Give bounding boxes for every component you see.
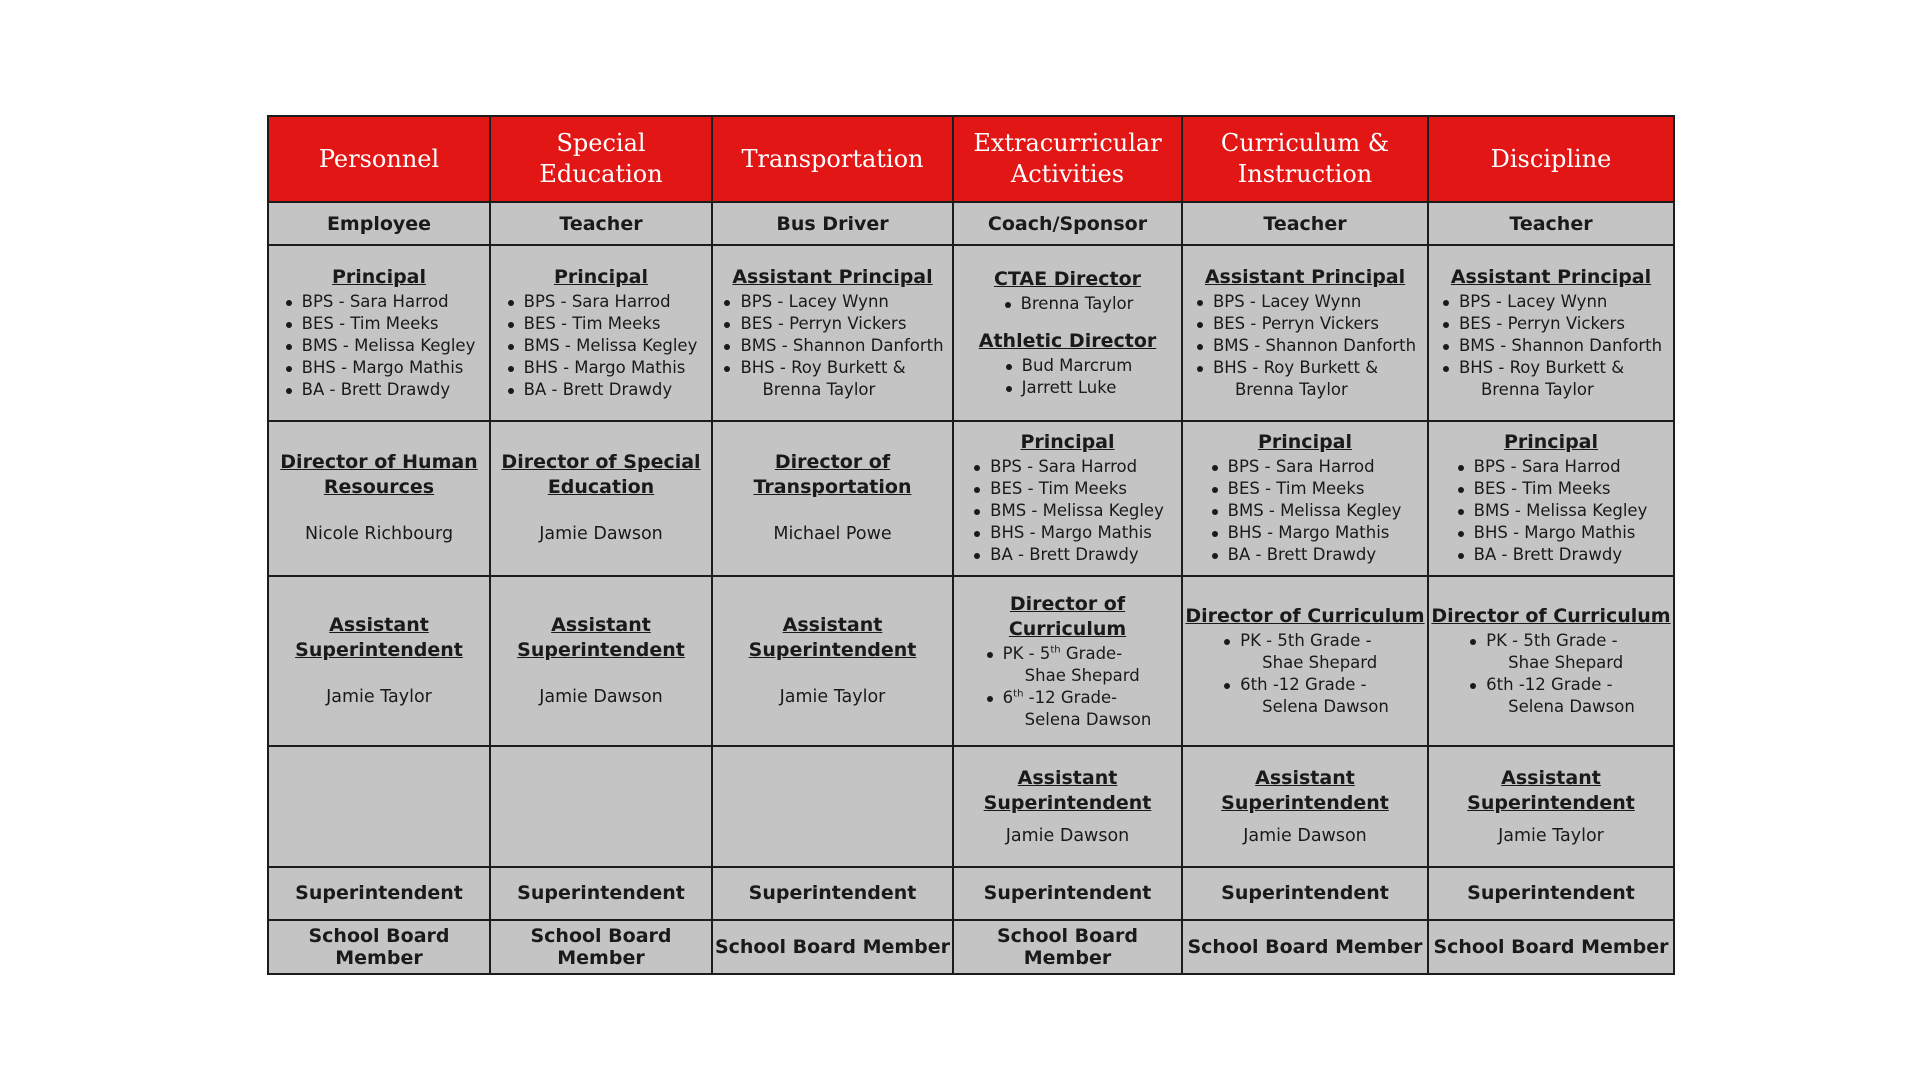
school-board-cell: School Board Member	[490, 920, 712, 974]
list-item-text: PK - 5	[1002, 643, 1051, 663]
list-item	[1209, 500, 1402, 522]
list-item	[971, 500, 1164, 522]
list-item-text: BMS - Shannon Danforth	[1458, 335, 1663, 355]
list-item	[505, 335, 698, 357]
level-2-row	[268, 421, 1674, 576]
list-item-text: BPS - Sara Harrod	[1227, 457, 1375, 477]
role-title: Assistant Superintendent	[1467, 766, 1635, 814]
role-title: Assistant Principal	[732, 265, 933, 288]
level-3-cell	[268, 576, 490, 746]
school-board-row	[268, 920, 1674, 974]
person-name: Jamie Taylor	[326, 687, 432, 708]
list-item-continuation: Shae Shepard	[1024, 665, 1140, 685]
first-contact-cell: Bus Driver	[712, 202, 953, 245]
category-header-row	[268, 116, 1674, 202]
category-header: Curriculum & Instruction	[1182, 116, 1428, 202]
role-section	[491, 450, 711, 546]
list-item-continuation: Shae Shepard	[1508, 653, 1624, 673]
list-item	[984, 687, 1152, 731]
role-title: Principal	[331, 265, 427, 288]
school-board-cell: School Board Member	[953, 920, 1182, 974]
list-item-text: BHS - Margo Mathis	[990, 523, 1152, 543]
role-section	[269, 450, 489, 546]
list-item-text: BPS - Lacey Wynn	[1212, 291, 1362, 311]
level-4-cell	[712, 746, 953, 866]
list-item	[1455, 522, 1648, 544]
person-name: Jamie Taylor	[779, 687, 886, 708]
superintendent-row	[268, 867, 1674, 920]
list-item	[505, 379, 698, 401]
role-title: Assistant Principal	[1204, 265, 1406, 288]
list-item	[1209, 456, 1402, 478]
level-1-cell	[490, 245, 712, 420]
ordinal-suffix: th	[1013, 688, 1024, 700]
role-section	[1183, 604, 1427, 718]
list-item	[721, 335, 943, 357]
list-item-text: BHS - Margo Mathis	[1473, 523, 1636, 543]
ordinal-suffix: th	[1050, 644, 1061, 656]
person-list	[1194, 291, 1416, 401]
role-title: Athletic Director	[978, 329, 1157, 352]
person-list	[1467, 630, 1635, 718]
person-list	[971, 456, 1164, 566]
first-contact-row	[268, 202, 1674, 245]
list-item-text: BMS - Melissa Kegley	[301, 335, 476, 355]
list-item-text: BMS - Melissa Kegley	[1473, 501, 1648, 521]
list-item-text: Brenna Taylor	[1020, 293, 1134, 313]
list-item	[505, 357, 698, 379]
list-item-text: BA - Brett Drawdy	[1227, 545, 1377, 565]
first-contact-cell: Coach/Sponsor	[953, 202, 1182, 245]
level-3-row	[268, 576, 1674, 746]
list-item	[1467, 674, 1635, 718]
role-section	[954, 766, 1181, 848]
level-2-cell	[268, 421, 490, 576]
list-item-text: BMS - Melissa Kegley	[523, 335, 698, 355]
role-title: Director of Transportation	[753, 451, 912, 499]
role-section	[491, 265, 711, 401]
list-item-text: BA - Brett Drawdy	[990, 545, 1139, 565]
list-item-continuation: Brenna Taylor	[762, 379, 876, 399]
list-item	[1467, 630, 1635, 674]
level-2-cell	[1182, 421, 1428, 576]
list-item-continuation: Selena Dawson	[1262, 697, 1389, 717]
list-item	[1209, 522, 1402, 544]
list-item-text: BHS - Roy Burkett &	[1212, 357, 1379, 377]
role-section	[1429, 604, 1673, 718]
school-board-cell: School Board Member	[1428, 920, 1674, 974]
person-list	[1003, 355, 1133, 399]
level-4-row	[268, 746, 1674, 866]
list-item	[1194, 313, 1416, 335]
list-item-text: BHS - Roy Burkett &	[1458, 357, 1625, 377]
list-item-text: Jarrett Luke	[1021, 377, 1117, 397]
role-section	[1429, 265, 1673, 401]
list-item	[1194, 357, 1416, 401]
person-list	[1455, 456, 1648, 566]
role-title: Assistant Superintendent	[517, 614, 685, 662]
list-item-text: BMS - Shannon Danforth	[740, 335, 944, 355]
person-list	[721, 291, 943, 401]
list-item-text-tail: -12 Grade-	[1023, 687, 1118, 707]
level-1-cell	[712, 245, 953, 420]
school-board-cell: School Board Member	[712, 920, 953, 974]
list-item	[505, 291, 698, 313]
list-item	[1440, 313, 1662, 335]
role-title: Director of Special Education	[501, 451, 701, 499]
list-item-text: BHS - Margo Mathis	[523, 357, 686, 377]
first-contact-cell: Teacher	[1182, 202, 1428, 245]
list-item-text-tail: Grade-	[1060, 643, 1123, 663]
list-item	[1003, 377, 1133, 399]
person-list	[1209, 456, 1402, 566]
superintendent-cell: Superintendent	[1428, 867, 1674, 920]
list-item-text: BPS - Lacey Wynn	[1458, 291, 1608, 311]
list-item-text: BPS - Lacey Wynn	[740, 291, 889, 311]
role-section	[269, 613, 489, 709]
category-header: Special Education	[490, 116, 712, 202]
role-title: Assistant Superintendent	[1221, 766, 1389, 814]
level-2-cell	[953, 421, 1182, 576]
level-2-cell	[1428, 421, 1674, 576]
list-item	[971, 544, 1164, 566]
list-item-text: BMS - Melissa Kegley	[1227, 501, 1402, 521]
list-item-text: BPS - Sara Harrod	[523, 291, 671, 311]
person-name: Jamie Dawson	[539, 687, 663, 708]
first-contact-cell: Teacher	[1428, 202, 1674, 245]
list-item	[1440, 357, 1662, 401]
superintendent-cell: Superintendent	[268, 867, 490, 920]
level-1-cell	[1182, 245, 1428, 420]
list-item	[971, 522, 1164, 544]
role-section	[954, 592, 1181, 731]
list-item-text: PK - 5th Grade -	[1486, 631, 1618, 651]
list-item-text: BA - Brett Drawdy	[523, 379, 673, 399]
person-list	[1002, 293, 1134, 315]
list-item	[984, 643, 1152, 687]
role-title: Director of Curriculum	[1008, 592, 1127, 640]
person-name: Jamie Dawson	[1005, 825, 1130, 846]
category-header: Discipline	[1428, 116, 1674, 202]
list-item-text: BES - Tim Meeks	[523, 313, 661, 333]
level-4-cell	[1428, 746, 1674, 866]
category-header: Personnel	[268, 116, 490, 202]
role-section	[1183, 766, 1427, 848]
person-name: Michael Powe	[773, 524, 892, 545]
role-title: Assistant Superintendent	[983, 766, 1152, 814]
list-item-text: BHS - Margo Mathis	[301, 357, 464, 377]
person-name: Nicole Richbourg	[304, 524, 454, 545]
role-section	[491, 613, 711, 709]
list-item-text: BPS - Sara Harrod	[990, 457, 1138, 477]
list-item-text: BES - Tim Meeks	[1473, 479, 1611, 499]
list-item-text: BA - Brett Drawdy	[1473, 545, 1623, 565]
list-item-text: BHS - Roy Burkett &	[740, 357, 906, 377]
list-item	[1209, 478, 1402, 500]
school-board-cell: School Board Member	[268, 920, 490, 974]
list-item-continuation: Selena Dawson	[1024, 709, 1152, 729]
list-item	[283, 379, 476, 401]
list-item-text: BES - Perryn Vickers	[1212, 313, 1379, 333]
list-item-continuation: Selena Dawson	[1508, 697, 1635, 717]
level-4-cell	[953, 746, 1182, 866]
role-title: Principal	[553, 265, 649, 288]
person-list	[505, 291, 698, 401]
list-item-text: PK - 5th Grade -	[1240, 631, 1372, 651]
list-item-text: BA - Brett Drawdy	[301, 379, 451, 399]
list-item-text: BPS - Sara Harrod	[1473, 457, 1621, 477]
level-4-cell	[268, 746, 490, 866]
list-item	[1455, 478, 1648, 500]
person-list	[283, 291, 476, 401]
list-item	[1194, 335, 1416, 357]
role-title: Principal	[1257, 431, 1353, 454]
role-section	[954, 267, 1181, 315]
role-title: CTAE Director	[993, 267, 1142, 290]
person-list	[1440, 291, 1662, 401]
role-title: Assistant Superintendent	[748, 614, 917, 662]
list-item-text: BPS - Sara Harrod	[301, 291, 449, 311]
list-item-text: BES - Tim Meeks	[1227, 479, 1365, 499]
category-header: Transportation	[712, 116, 953, 202]
level-4-cell	[1182, 746, 1428, 866]
level-3-cell	[1182, 576, 1428, 746]
role-title: Principal	[1020, 431, 1115, 454]
level-3-cell	[1428, 576, 1674, 746]
list-item	[1221, 674, 1389, 718]
role-section	[1429, 766, 1673, 848]
role-section	[954, 430, 1181, 566]
first-contact-cell: Employee	[268, 202, 490, 245]
list-item-continuation: Brenna Taylor	[1234, 379, 1348, 399]
list-item-text: Bud Marcrum	[1021, 355, 1133, 375]
list-item	[1455, 456, 1648, 478]
superintendent-cell: Superintendent	[1182, 867, 1428, 920]
list-item	[1209, 544, 1402, 566]
list-item	[1455, 544, 1648, 566]
role-section	[269, 265, 489, 401]
superintendent-cell: Superintendent	[712, 867, 953, 920]
list-item	[283, 291, 476, 313]
list-item-continuation: Brenna Taylor	[1480, 379, 1594, 399]
level-2-cell	[712, 421, 953, 576]
role-section	[1429, 430, 1673, 566]
level-4-cell	[490, 746, 712, 866]
role-section	[713, 265, 952, 401]
level-1-cell	[1428, 245, 1674, 420]
category-header: Extracurricular Activities	[953, 116, 1182, 202]
level-1-row	[268, 245, 1674, 420]
person-name: Jamie Dawson	[539, 524, 663, 545]
role-title: Principal	[1503, 431, 1599, 454]
list-item-text: BMS - Melissa Kegley	[990, 501, 1164, 521]
list-item	[505, 313, 698, 335]
role-title: Director of Curriculum	[1431, 605, 1671, 628]
list-item-text: BES - Perryn Vickers	[1458, 313, 1625, 333]
list-item	[1221, 630, 1389, 674]
role-title: Assistant Superintendent	[295, 614, 463, 662]
person-list	[984, 643, 1152, 731]
superintendent-cell: Superintendent	[490, 867, 712, 920]
role-title: Director of Human Resources	[280, 451, 478, 499]
level-3-cell	[712, 576, 953, 746]
list-item-text: BES - Perryn Vickers	[740, 313, 907, 333]
level-3-cell	[490, 576, 712, 746]
role-section	[1183, 430, 1427, 566]
role-section	[954, 329, 1181, 399]
role-title: Director of Curriculum	[1185, 605, 1425, 628]
role-groups	[954, 267, 1181, 399]
role-section	[1183, 265, 1427, 401]
first-contact-cell: Teacher	[490, 202, 712, 245]
list-item-text: BMS - Shannon Danforth	[1212, 335, 1417, 355]
school-board-cell: School Board Member	[1182, 920, 1428, 974]
list-item	[1002, 293, 1134, 315]
list-item	[283, 313, 476, 335]
list-item-text: 6th -12 Grade -	[1486, 675, 1613, 695]
list-item	[1194, 291, 1416, 313]
list-item-text: BES - Tim Meeks	[301, 313, 439, 333]
list-item	[1003, 355, 1133, 377]
level-2-cell	[490, 421, 712, 576]
list-item	[721, 291, 943, 313]
chain-of-command-table	[267, 115, 1675, 975]
level-1-cell	[268, 245, 490, 420]
list-item-text: 6	[1002, 687, 1014, 707]
list-item	[1440, 335, 1662, 357]
person-name: Jamie Dawson	[1243, 825, 1367, 846]
list-item	[1455, 500, 1648, 522]
superintendent-cell: Superintendent	[953, 867, 1182, 920]
list-item-text: BHS - Margo Mathis	[1227, 523, 1390, 543]
list-item-text: 6th -12 Grade -	[1240, 675, 1367, 695]
person-list	[1221, 630, 1389, 718]
role-section	[713, 450, 952, 546]
list-item-continuation: Shae Shepard	[1262, 653, 1378, 673]
list-item-text: BES - Tim Meeks	[990, 479, 1127, 499]
list-item	[283, 357, 476, 379]
list-item	[283, 335, 476, 357]
list-item	[1440, 291, 1662, 313]
level-1-cell	[953, 245, 1182, 420]
role-section	[713, 613, 952, 709]
level-3-cell	[953, 576, 1182, 746]
list-item	[971, 456, 1164, 478]
list-item	[721, 313, 943, 335]
list-item	[721, 357, 943, 401]
role-title: Assistant Principal	[1450, 265, 1652, 288]
list-item	[971, 478, 1164, 500]
person-name: Jamie Taylor	[1498, 825, 1604, 846]
